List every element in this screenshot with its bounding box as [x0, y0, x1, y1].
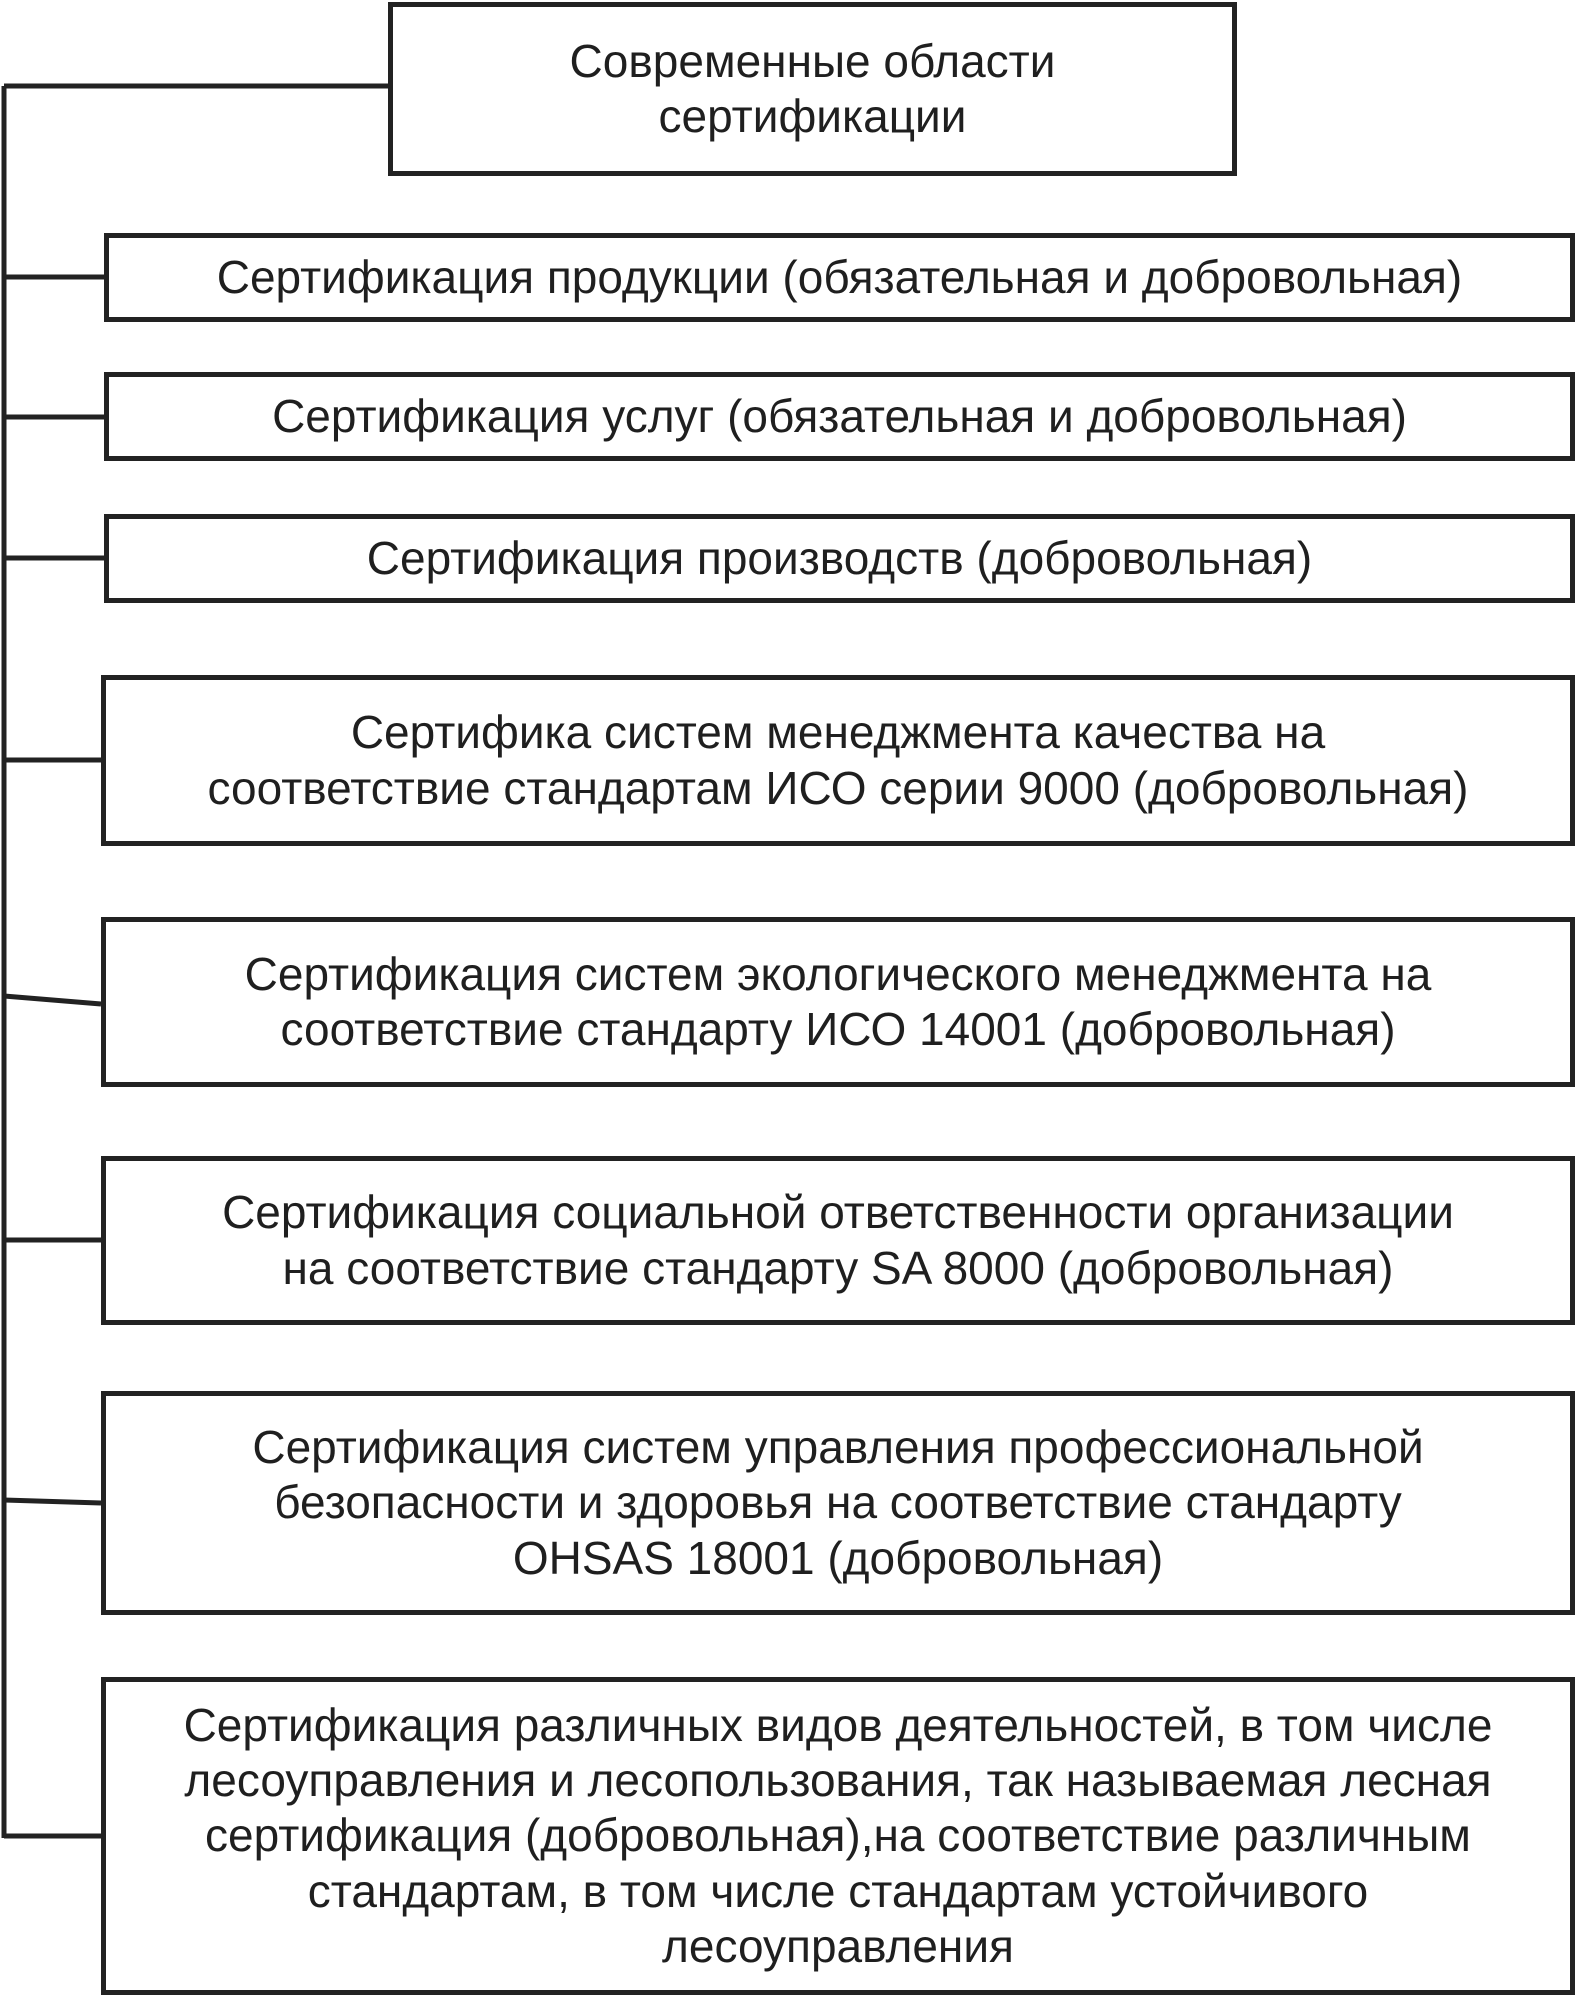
node-forest-certification — [101, 1677, 1575, 1995]
node-production-certification — [104, 514, 1575, 603]
node-label: Сертификация производств (добровольная) — [366, 531, 1313, 584]
node-ohsas18001-certification — [101, 1391, 1575, 1615]
node-label: Сертификация различных видов деятельностей, в том числе лесоуправления и лесопользования, так называемая лесная сертификация (добровольная),на соответствие различным стандартам, в том числе стандартам устойчивого лесоуправления — [183, 1699, 1493, 1972]
node-product-certification — [104, 233, 1575, 322]
node-service-certification — [104, 372, 1575, 461]
node-sa8000-certification — [101, 1156, 1575, 1325]
item-7-connector — [4, 1500, 101, 1503]
node-iso14001-certification — [101, 917, 1575, 1087]
root-node-label: Современные области сертификации — [569, 34, 1056, 142]
node-label: Сертификация систем экологического менеджмента на соответствие стандарту ИСО 14001 (добровольная) — [244, 947, 1432, 1055]
root-node — [388, 2, 1237, 176]
node-iso9000-certification — [101, 675, 1575, 846]
node-label: Сертификация социальной ответственности организации на соответствие стандарту SA 8000 (добровольная) — [222, 1186, 1454, 1294]
node-label: Сертификация систем управления профессиональной безопасности и здоровья на соответствие стандарту OHSAS 18001 (добровольная) — [252, 1421, 1424, 1584]
item-5-connector — [4, 996, 101, 1004]
node-label: Сертификация услуг (обязательная и добровольная) — [272, 389, 1407, 442]
node-label: Сертификация продукции (обязательная и добровольная) — [216, 250, 1463, 303]
node-label: Сертифика систем менеджмента качества на соответствие стандартам ИСО серии 9000 (добровольная) — [207, 706, 1469, 814]
